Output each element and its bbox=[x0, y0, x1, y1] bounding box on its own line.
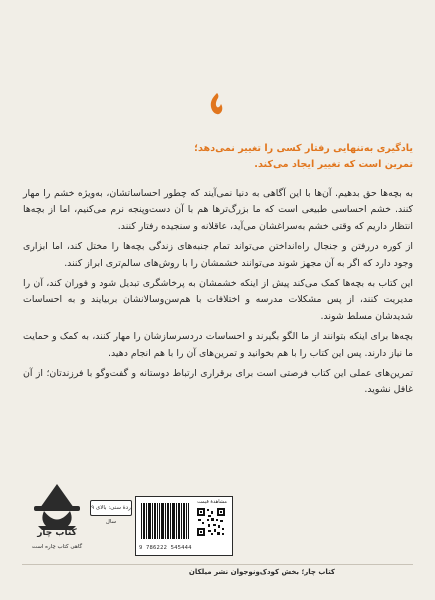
logo-tagline: گاهی کتاب چاره است bbox=[31, 544, 83, 550]
paragraph: این کتاب به بچه‌ها کمک می‌کند پیش از اینکه خشمشان به پرخاشگری تبدیل شود و فوران کند، آن را مدیریت کنند، از پس مشکلات مدرسه و اختلافات با هم‌سن‌وسالانشان بربیایند و به احساسات شدیدشان مسلط شوند. bbox=[23, 278, 413, 322]
qr-caption: مشاهدهٔ قیمت bbox=[197, 499, 227, 505]
publisher-imprint: کتاب چار؛ بخش کودک‌ونوجوان نشر میلکان bbox=[188, 568, 335, 576]
logo-name: کتاب چار bbox=[37, 528, 77, 538]
age-rating-badge: ردهٔ سنی: بالای ۹ سال bbox=[90, 500, 132, 516]
isbn-number: 9 786222 545444 bbox=[139, 545, 192, 551]
quote-line-2: تمرین است که تغییر ایجاد می‌کند. bbox=[254, 159, 413, 170]
paragraph: تمرین‌های عملی این کتاب فرصتی است برای برقراری ارتباط دوستانه و گفت‌وگو با فرزندتان؛ از آن غافل نشوید. bbox=[23, 368, 413, 396]
barcode-icon bbox=[140, 503, 190, 539]
paragraph: از کوره دررفتن و جنجال راه‌انداختن می‌تواند تمام جنبه‌های زندگی بچه‌ها را مختل کند، اما ابزاری وجود دارد که اگر به آن مجهز شوند می‌توانند خشمشان را با روش‌های سالم‌تری ابراز کنند. bbox=[23, 241, 413, 269]
barcode-box bbox=[135, 496, 233, 556]
divider bbox=[22, 564, 413, 565]
highlight-quote bbox=[33, 141, 413, 173]
quote-line-1: یادگیری به‌تنهایی رفتار کسی را تغییر نمی‌دهد؛ bbox=[194, 143, 413, 154]
paragraph: بچه‌ها برای اینکه بتوانند از ما الگو بگیرند و احساسات دردسرسازشان را مهار کنند، به کمک و حمایت ما نیاز دارند. پس این کتاب را با هم بخوانید و تمرین‌های آن را با هم انجام دهید. bbox=[23, 331, 413, 359]
description-text bbox=[23, 186, 413, 403]
qr-code-icon bbox=[196, 507, 226, 537]
paragraph: به بچه‌ها حق بدهیم. آن‌ها با این آگاهی به دنیا نمی‌آیند که چطور احساساتشان، به‌ویژه خشم را مهار کنند. خشم احساسی طبیعی است که ما بزرگ‌ترها هم با آن دست‌وپنجه نرم می‌کنیم، اما از بچه‌ها انتظار داریم که وقتی خشم به‌سراغشان می‌آید، عاقلانه و سنجیده رفتار کنند. bbox=[23, 188, 413, 232]
flame-icon bbox=[208, 92, 224, 116]
